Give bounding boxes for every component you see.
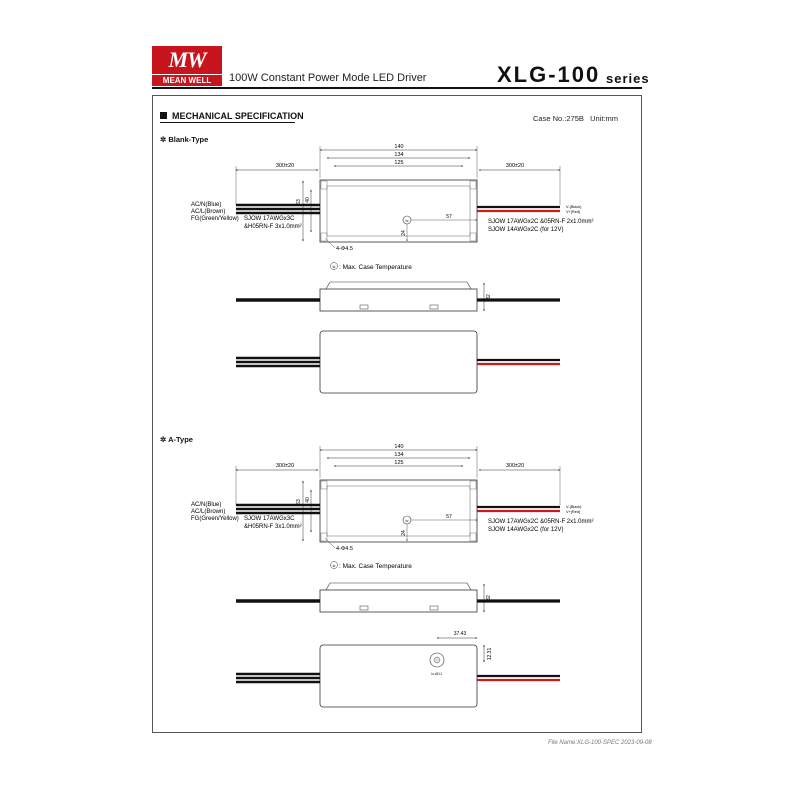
hole-spec: 4-Φ4.5 — [336, 246, 353, 252]
a-dim-body-125: 125 — [394, 460, 404, 466]
a-type-side-view — [236, 583, 560, 612]
a-input-label-ac-n: AC/N(Blue) — [191, 502, 222, 508]
tc-note: : Max. Case Temperature — [339, 264, 412, 271]
output-cable-spec-2: SJOW 14AWGx2C (for 12V) — [488, 227, 564, 233]
a-type-top-view — [191, 444, 593, 570]
tc-marker: tc — [405, 219, 409, 223]
section-title-text: MECHANICAL SPECIFICATION — [172, 111, 304, 121]
blank-type-heading: ✲ Blank-Type — [160, 135, 209, 144]
a-output-cable-spec-1: SJOW 17AWGx2C &05RN-F 2x1.0mm² — [488, 519, 594, 525]
a-tc-marker: tc — [405, 519, 409, 523]
output-label-red: V+(Red) — [566, 210, 581, 214]
logo-mark: MW — [152, 46, 222, 74]
a-input-cable-spec-1: SJOW 17AWGx3C — [244, 516, 295, 522]
dim-right-cable: 300±20 — [505, 163, 525, 169]
series-label: series — [606, 71, 650, 86]
a-dim-height-63: 63 — [296, 499, 302, 505]
blank-type-side-view — [236, 282, 560, 311]
a-input-cable-spec-2: &H05RN-F 3x1.0mm² — [244, 524, 302, 530]
a-tc-note: : Max. Case Temperature — [339, 563, 412, 570]
a-dim-right-cable: 300±20 — [505, 463, 525, 469]
a-type-heading: ✲ A-Type — [160, 435, 193, 444]
dim-total-140: 140 — [394, 144, 404, 150]
input-label-ac-n: AC/N(Blue) — [191, 202, 222, 208]
case-number: Case No.:275B — [533, 114, 584, 123]
a-hole-spec: 4-Φ4.5 — [336, 546, 353, 552]
dim-left-cable: 300±20 — [275, 163, 295, 169]
a-dim-inner-134: 134 — [394, 452, 404, 458]
dim-height-40: 40 — [305, 197, 311, 203]
a-output-cable-spec-2: SJOW 14AWGx2C (for 12V) — [488, 527, 564, 533]
unit-label: Unit:mm — [590, 114, 619, 123]
a-dim-height-24: 24 — [401, 530, 407, 536]
dim-height-63: 63 — [296, 199, 302, 205]
a-dim-adj-y: 12.31 — [487, 647, 493, 661]
blank-type-label: Blank-Type — [168, 135, 209, 144]
a-output-label-red: V+(Red) — [566, 510, 581, 514]
a-type-bottom-view — [236, 631, 560, 707]
dim-body-125: 125 — [394, 160, 404, 166]
a-dim-adj-x: 37.43 — [453, 631, 467, 637]
adj-pot-label: Io ADJ. — [431, 672, 443, 676]
file-name-footer: File Name:XLG-100-SPEC 2023-09-08 — [548, 740, 652, 746]
a-dim-total-140: 140 — [394, 444, 404, 450]
blank-type-top-view — [191, 144, 593, 271]
a-type-label: A-Type — [168, 435, 193, 444]
logo-brand-text: MEAN WELL — [152, 75, 222, 86]
a-dim-left-cable: 300±20 — [275, 463, 295, 469]
dim-tc-57: 57 — [446, 214, 452, 220]
dim-inner-134: 134 — [394, 152, 404, 158]
output-cable-spec-1: SJOW 17AWGx2C &05RN-F 2x1.0mm² — [488, 219, 594, 225]
a-dim-side-32: 32 — [486, 595, 492, 601]
dim-height-24: 24 — [401, 230, 407, 236]
tc-note-symbol: tc — [332, 265, 336, 269]
blank-type-bottom-view — [236, 331, 560, 393]
input-cable-spec-1: SJOW 17AWGx3C — [244, 216, 295, 222]
a-input-label-ac-l: AC/L(Brown) — [191, 509, 226, 515]
input-cable-spec-2: &H05RN-F 3x1.0mm² — [244, 224, 302, 230]
output-label-black: V-(Black) — [566, 205, 582, 209]
product-description: 100W Constant Power Mode LED Driver — [229, 72, 427, 84]
dim-side-32: 32 — [486, 294, 492, 300]
a-tc-note-symbol: tc — [332, 564, 336, 568]
a-dim-tc-57: 57 — [446, 514, 452, 520]
input-label-ac-l: AC/L(Brown) — [191, 209, 226, 215]
a-output-label-black: V-(Black) — [566, 505, 582, 509]
input-label-fg: FG(Green/Yellow) — [191, 216, 239, 222]
a-dim-height-40: 40 — [305, 497, 311, 503]
a-input-label-fg: FG(Green/Yellow) — [191, 516, 239, 522]
model-title: XLG-100 — [497, 62, 601, 87]
